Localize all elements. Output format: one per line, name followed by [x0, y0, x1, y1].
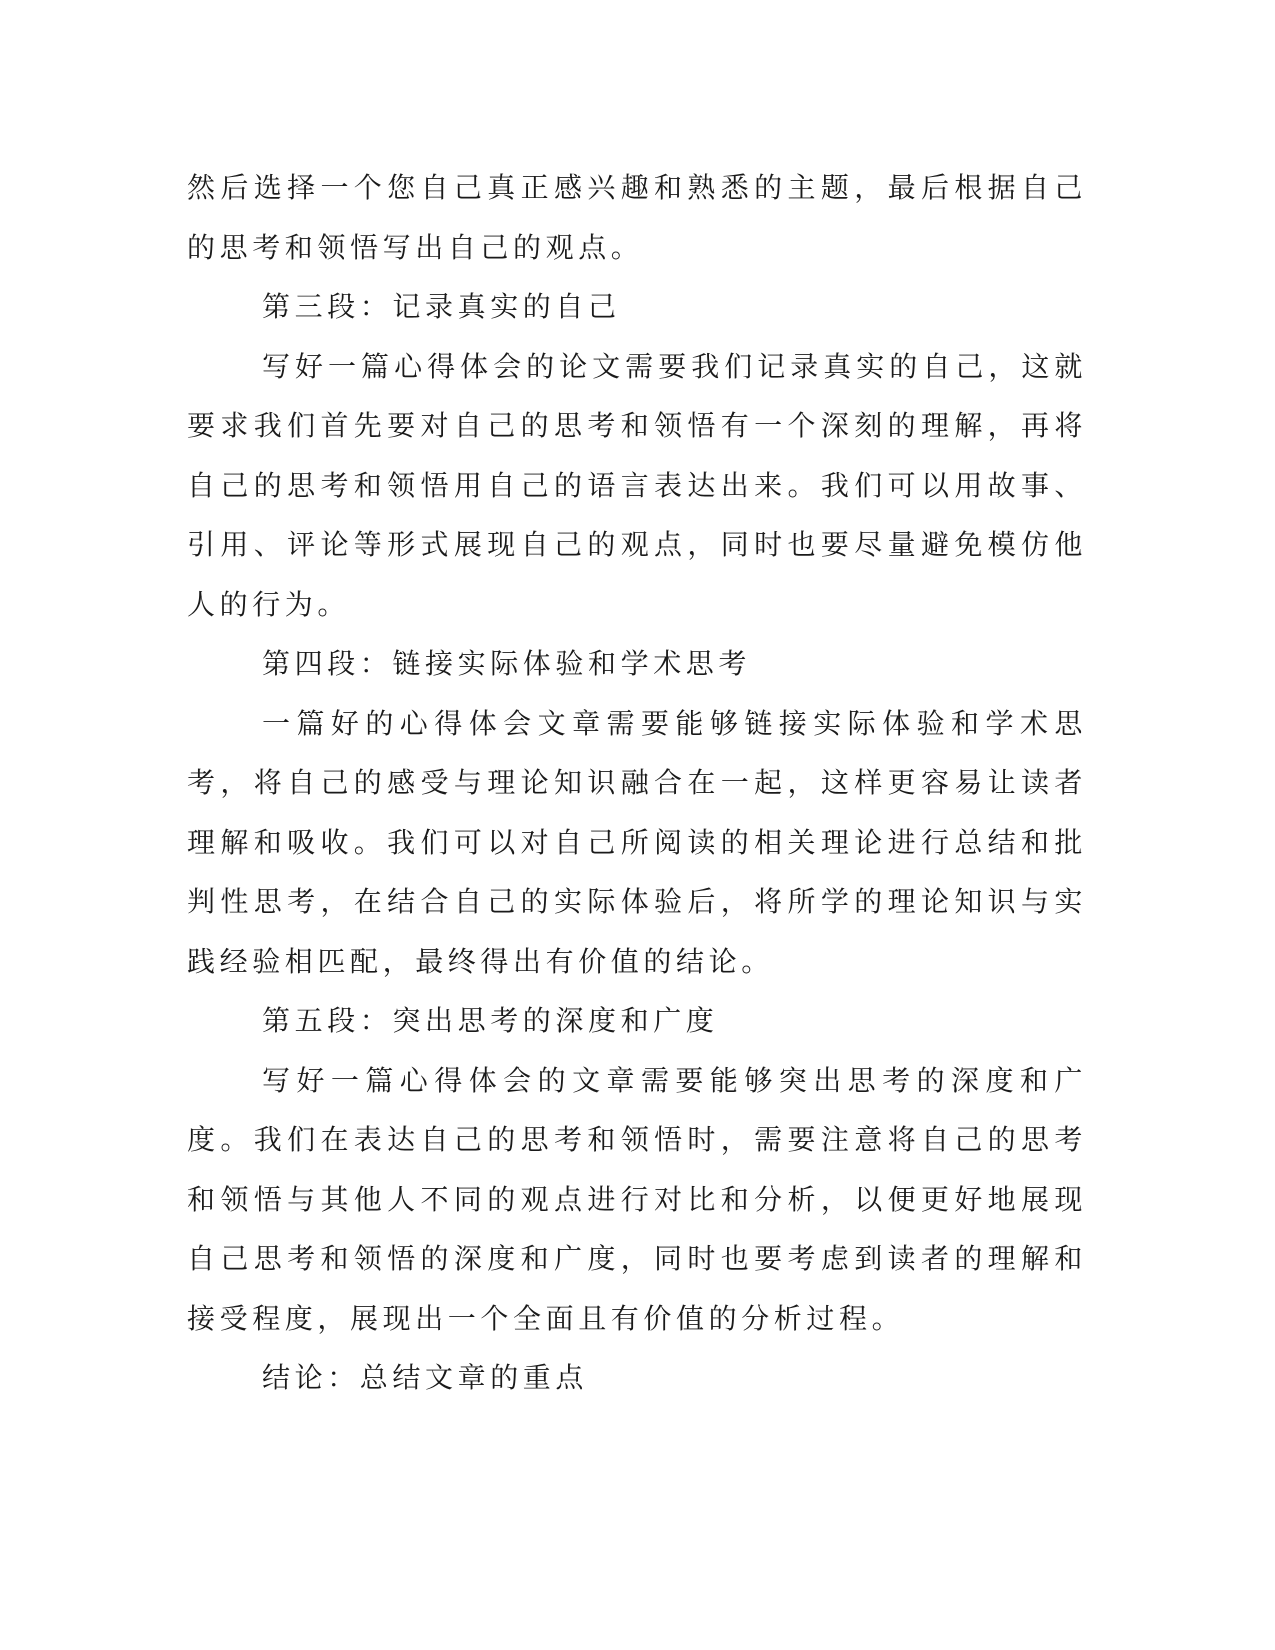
- section-heading-four: 第四段：链接实际体验和学术思考: [262, 647, 752, 680]
- paragraph-section-four: 一篇好的心得体会文章需要能够链接实际体验和学术思考，将自己的感受与理论知识融合在一起，这样更容易让读者理解和吸收。我们可以对自己所阅读的相关理论进行总结和批判性思考，在结合自己的实际体验后，将所学的理论知识与实践经验相匹配，最终得出有价值的结论。: [187, 706, 1087, 978]
- paragraph-continuation: 然后选择一个您自己真正感兴趣和熟悉的主题，最后根据自己的思考和领悟写出自己的观点。: [187, 171, 1087, 264]
- document-body: [187, 158, 1087, 1408]
- paragraph-section-five: 写好一篇心得体会的文章需要能够突出思考的深度和广度。我们在表达自己的思考和领悟时，需要注意将自己的思考和领悟与其他人不同的观点进行对比和分析，以便更好地展现自己思考和领悟的深度和广度，同时也要考虑到读者的理解和接受程度，展现出一个全面且有价值的分析过程。: [187, 1063, 1087, 1335]
- section-heading-conclusion: 结论：总结文章的重点: [262, 1361, 589, 1394]
- paragraph-section-three: 写好一篇心得体会的论文需要我们记录真实的自己，这就要求我们首先要对自己的思考和领悟有一个深刻的理解，再将自己的思考和领悟用自己的语言表达出来。我们可以用故事、引用、评论等形式展现自己的观点，同时也要尽量避免模仿他人的行为。: [187, 349, 1087, 621]
- section-heading-three: 第三段：记录真实的自己: [262, 290, 621, 323]
- section-heading-five: 第五段：突出思考的深度和广度: [262, 1004, 719, 1037]
